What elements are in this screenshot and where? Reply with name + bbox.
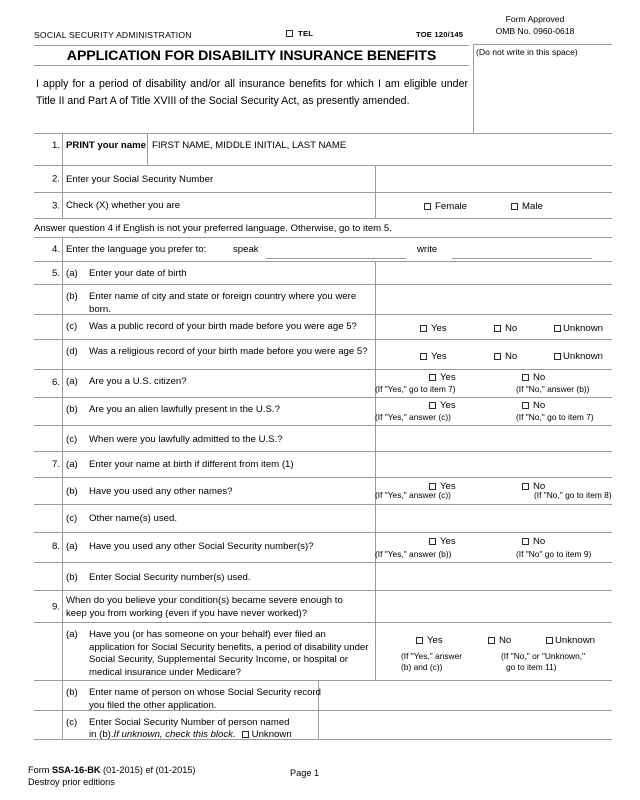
item-6a-yes-hint: (If "Yes," go to item 7) (375, 384, 456, 394)
item-7b-yes-hint: (If "Yes," answer (c)) (375, 490, 451, 500)
item-6a-no-hint: (If "No," answer (b)) (516, 384, 590, 394)
item-6a-yes-option[interactable] (429, 372, 456, 383)
item-9a-yes-option[interactable] (416, 635, 443, 646)
item-5c-answers (376, 315, 612, 339)
item-8b-question: Enter Social Security number(s) used. (89, 572, 251, 583)
item-9-answer-field[interactable] (376, 591, 612, 622)
item-9-number: 9. (51, 601, 60, 612)
divider-number-column (62, 315, 63, 339)
row-note-item-4 (34, 218, 612, 237)
item-4-write-label: write (417, 244, 438, 255)
divider-number-column (62, 193, 63, 218)
item-6b-question: Are you an alien lawfully present in the U.S.? (89, 404, 280, 415)
row-item-5d (34, 339, 612, 369)
row-item-9a (34, 622, 612, 680)
item-8a-letter: (a) (66, 541, 78, 552)
row-item-8a (34, 532, 612, 562)
unknown-checkbox[interactable] (546, 637, 553, 644)
item-9c-answer-field[interactable] (319, 711, 612, 739)
item-9a-yes-hint-line2: (b) and (c)) (401, 662, 443, 672)
divider-number-column (62, 426, 63, 451)
row-item-9c (34, 710, 612, 740)
title-band (34, 45, 469, 66)
form-footer (28, 765, 612, 788)
yes-label: Yes (440, 372, 456, 383)
item-6c-letter: (c) (66, 434, 78, 445)
note-question-4: Answer question 4 if English is not your preferred language. Otherwise, go to item 5. (34, 223, 392, 234)
no-label: No (505, 323, 518, 334)
item-4-question: Enter the language you prefer to: (66, 244, 207, 255)
item-4-number: 4. (51, 244, 60, 255)
agency-name: SOCIAL SECURITY ADMINISTRATION (34, 30, 192, 40)
no-label: No (533, 400, 546, 411)
divider-number-column (62, 134, 63, 165)
row-item-5c (34, 314, 612, 339)
footer-form-line (28, 765, 612, 777)
yes-checkbox[interactable] (420, 353, 427, 360)
item-6b-yes-hint: (If "Yes," answer (c)) (375, 412, 451, 422)
item-4-speak-label: speak (233, 244, 259, 255)
item-9c-unknown-checkbox[interactable] (242, 731, 249, 738)
item-5c-question: Was a public record of your birth made before you were age 5? (89, 321, 357, 332)
footer-page-number: Page 1 (290, 768, 320, 778)
item-6b-letter: (b) (66, 404, 78, 415)
item-6c-answer-field[interactable] (376, 426, 612, 451)
female-checkbox[interactable] (424, 203, 431, 210)
item-9-question: When do you believe your condition(s) became severe enough to keep you from working (even if you have never worked)? (66, 595, 343, 619)
item-5a-letter: (a) (66, 268, 78, 279)
intro-right-divider (473, 66, 474, 133)
divider-number-column (62, 505, 63, 532)
item-5b-letter: (b) (66, 291, 78, 302)
item-7c-question: Other name(s) used. (89, 513, 177, 524)
yes-label: Yes (440, 536, 456, 547)
yes-label: Yes (440, 400, 456, 411)
row-item-5b (34, 284, 612, 314)
row-item-7b (34, 477, 612, 504)
item-8a-no-option[interactable] (522, 536, 545, 547)
yes-label: Yes (440, 481, 456, 492)
item-7c-letter: (c) (66, 513, 78, 524)
item-9a-question: Have you (or has someone on your behalf) ever filed an application for Social Security benefits, a period of disability under Social Security, Supplemental Security Income, or hospital or medical insurance under Medicare? (89, 629, 369, 678)
item-4-write-input[interactable] (452, 258, 592, 259)
divider-number-column (62, 340, 63, 369)
divider-number-column (62, 238, 63, 261)
item-5d-no-option[interactable] (494, 351, 517, 362)
unknown-label: Unknown (563, 351, 603, 362)
page-title: APPLICATION FOR DISABILITY INSURANCE BENEFITS (66, 48, 437, 64)
row-item-8b (34, 562, 612, 590)
divider-number-column (62, 681, 63, 710)
tel-label: TEL (298, 29, 314, 38)
item-6a-answers (376, 370, 612, 397)
item-6b-answers (376, 398, 612, 425)
item-5b-question: Enter name of city and state or foreign country where you were born. (89, 291, 357, 315)
item-1-print-name-label: PRINT your name (66, 140, 146, 151)
item-9c-line2-italic: If unknown, check this block. (113, 729, 236, 740)
item-7a-answer-field[interactable] (376, 452, 612, 477)
item-8a-answers (376, 533, 612, 562)
row-item-6b (34, 397, 612, 425)
item-5c-yes-option[interactable] (420, 323, 447, 334)
item-7c-answer-field[interactable] (376, 505, 612, 532)
divider-number-column (62, 623, 63, 680)
no-checkbox[interactable] (494, 325, 501, 332)
yes-label: Yes (431, 351, 447, 362)
footer-form-prefix: Form (28, 765, 52, 775)
divider-number-column (62, 478, 63, 504)
unknown-checkbox[interactable] (554, 353, 561, 360)
row-item-5a (34, 261, 612, 284)
intro-paragraph: I apply for a period of disability and/or all insurance benefits for which I am eligible under Title II and Part A of Title XVIII of the Social Security Act, as presently amended. (36, 78, 468, 107)
no-checkbox[interactable] (522, 538, 529, 545)
row-item-9 (34, 590, 612, 622)
item-8b-letter: (b) (66, 572, 78, 583)
item-7b-question: Have you used any other names? (89, 486, 233, 497)
item-5c-unknown-option[interactable] (554, 323, 603, 334)
male-checkbox[interactable] (511, 203, 518, 210)
item-9c-question-line2 (89, 729, 292, 740)
divider-number-column (62, 370, 63, 397)
item-9c-line2-prefix: in (b). (89, 729, 114, 740)
item-7-number: 7. (51, 459, 60, 470)
item-6a-letter: (a) (66, 376, 78, 387)
divider-number-column (62, 591, 63, 622)
footer-form-suffix: (01-2015) ef (01-2015) (100, 765, 196, 775)
item-5-number: 5. (51, 268, 60, 279)
item-1-value: FIRST NAME, MIDDLE INITIAL, LAST NAME (152, 140, 347, 151)
item-5d-letter: (d) (66, 346, 78, 357)
tel-checkbox-group[interactable] (286, 29, 313, 38)
item-6a-question: Are you a U.S. citizen? (89, 376, 187, 387)
item-3-male-option[interactable] (511, 201, 543, 212)
item-7a-letter: (a) (66, 459, 78, 470)
no-checkbox[interactable] (522, 483, 529, 490)
tel-checkbox[interactable] (286, 30, 293, 37)
item-5d-answers (376, 340, 612, 369)
form-approved-label: Form Approved (505, 14, 565, 24)
row-item-7a (34, 451, 612, 477)
toe-code: TOE 120/145 (416, 30, 464, 39)
item-6b-yes-option[interactable] (429, 400, 456, 411)
item-3-number: 3. (51, 200, 60, 211)
do-not-write-label: (Do not write in this space) (476, 47, 578, 57)
row-item-7c (34, 504, 612, 532)
divider-number-column (62, 166, 63, 192)
no-label: No (505, 351, 518, 362)
item-9b-answer-field[interactable] (319, 681, 612, 710)
item-6a-no-option[interactable] (522, 372, 545, 383)
item-9c-unknown-label: Unknown (251, 729, 292, 740)
item-6-number: 6. (51, 377, 60, 388)
item-8a-yes-option[interactable] (429, 536, 456, 547)
male-label: Male (522, 201, 543, 212)
no-checkbox[interactable] (522, 402, 529, 409)
item-1-number: 1. (51, 140, 60, 151)
divider-number-column (62, 262, 63, 284)
divider-number-column (62, 563, 63, 590)
yes-checkbox[interactable] (429, 374, 436, 381)
do-not-write-box (473, 44, 612, 66)
row-item-2 (34, 165, 612, 192)
yes-checkbox[interactable] (416, 637, 423, 644)
no-label: No (533, 481, 546, 492)
item-8a-question: Have you used any other Social Security number(s)? (89, 541, 314, 552)
item-5d-yes-option[interactable] (420, 351, 447, 362)
divider-number-column (62, 711, 63, 739)
item-6c-question: When were you lawfully admitted to the U.S.? (89, 434, 283, 445)
yes-checkbox[interactable] (429, 402, 436, 409)
yes-checkbox[interactable] (420, 325, 427, 332)
no-label: No (499, 635, 512, 646)
item-8a-yes-hint: (If "Yes," answer (b)) (375, 549, 452, 559)
item-9a-no-option[interactable] (488, 635, 511, 646)
unknown-checkbox[interactable] (554, 325, 561, 332)
item-9a-unknown-option[interactable] (546, 635, 595, 646)
item-2-number: 2. (51, 173, 60, 185)
item-9b-letter: (b) (66, 687, 78, 698)
no-checkbox[interactable] (494, 353, 501, 360)
yes-label: Yes (427, 635, 443, 646)
divider-number-column (62, 398, 63, 425)
row-item-6a (34, 369, 612, 397)
unknown-label: Unknown (555, 635, 595, 646)
item-7b-answers (376, 478, 612, 504)
item-5a-answer-field[interactable] (376, 262, 612, 284)
item-9b-question: Enter name of person on whose Social Security record you filed the other application. (89, 687, 321, 711)
no-label: No (533, 372, 546, 383)
row-item-9b (34, 680, 612, 710)
unknown-label: Unknown (563, 323, 603, 334)
item-3-answers (376, 193, 612, 218)
omb-number: OMB No. 0960-0618 (495, 25, 575, 36)
item-6b-no-hint: (If "No," go to item 7) (516, 412, 594, 422)
item-5d-unknown-option[interactable] (554, 351, 603, 362)
item-9c-question-line1: Enter Social Security Number of person named (89, 717, 290, 728)
form-grid (34, 133, 612, 740)
divider-number-column (62, 533, 63, 562)
no-checkbox[interactable] (522, 374, 529, 381)
item-7a-question: Enter your name at birth if different from item (1) (89, 459, 294, 470)
form-header (34, 14, 612, 44)
item-9a-letter: (a) (66, 629, 78, 640)
item-5b-answer-field[interactable] (376, 285, 612, 314)
item-6b-no-option[interactable] (522, 400, 545, 411)
item-5c-letter: (c) (66, 321, 78, 332)
footer-form-id: SSA-16-BK (52, 765, 101, 775)
divider-number-column (62, 285, 63, 314)
header-top-row (34, 14, 612, 44)
female-label: Female (435, 201, 467, 212)
item-8-number: 8. (51, 541, 60, 552)
row-item-3 (34, 192, 612, 218)
item-8b-answer-field[interactable] (376, 563, 612, 590)
item-5c-no-option[interactable] (494, 323, 517, 334)
row-item-1 (34, 133, 612, 165)
row-item-6c (34, 425, 612, 451)
item-4-speak-input[interactable] (266, 258, 406, 259)
divider-name-column (147, 134, 148, 165)
item-3-question: Check (X) whether you are (66, 200, 181, 211)
yes-checkbox[interactable] (429, 538, 436, 545)
item-5a-question: Enter your date of birth (89, 268, 187, 279)
divider-number-column (62, 452, 63, 477)
item-3-female-option[interactable] (424, 201, 467, 212)
item-9a-no-hint-line2: go to item 11) (506, 662, 557, 672)
row-item-4 (34, 237, 612, 261)
footer-destroy-note: Destroy prior editions (28, 776, 115, 787)
item-7b-no-hint: (If "No," go to item 8) (534, 490, 612, 500)
no-checkbox[interactable] (488, 637, 495, 644)
item-2-answer-field[interactable] (376, 166, 612, 192)
yes-checkbox[interactable] (429, 483, 436, 490)
item-7b-letter: (b) (66, 486, 78, 497)
item-2-question: Enter your Social Security Number (66, 174, 214, 185)
item-9a-yes-hint-line1: (If "Yes," answer (401, 651, 463, 661)
item-9a-no-hint-line1: (If "No," or "Unknown," (501, 651, 586, 661)
item-9c-letter: (c) (66, 717, 78, 728)
form-approval-block (460, 14, 610, 37)
no-label: No (533, 536, 546, 547)
item-8a-no-hint: (If "No" go to item 9) (516, 549, 592, 559)
item-9a-answers (376, 623, 612, 680)
item-5d-question: Was a religious record of your birth made before you were age 5? (89, 346, 368, 357)
yes-label: Yes (431, 323, 447, 334)
